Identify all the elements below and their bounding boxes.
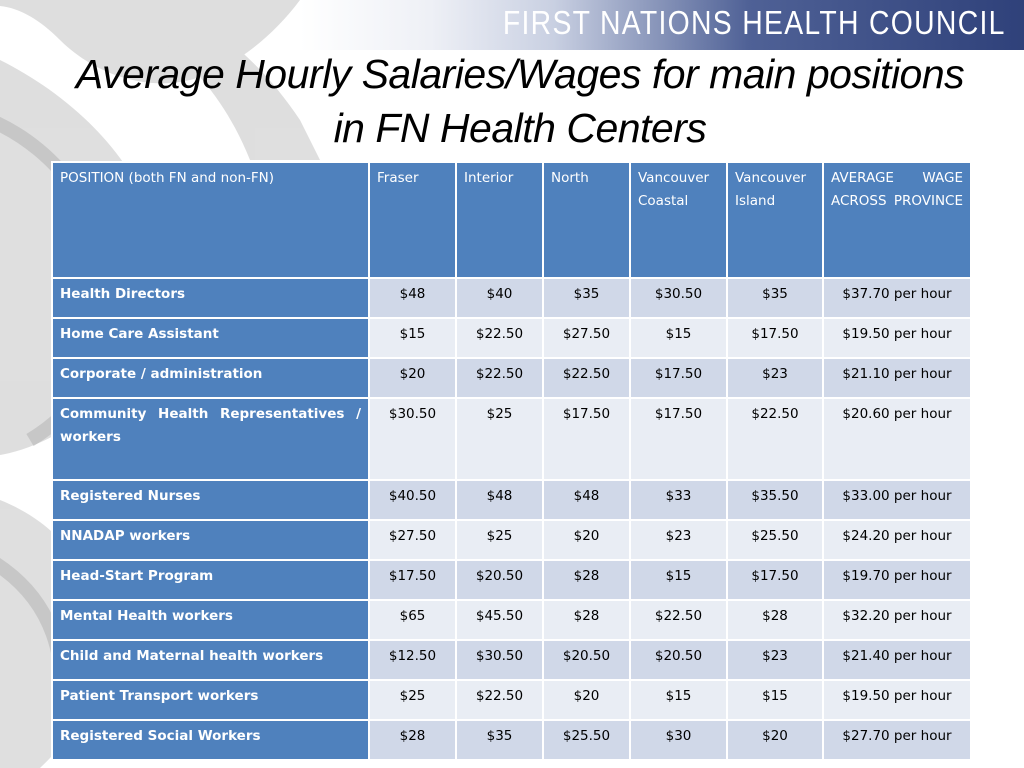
value-cell: $25 (457, 521, 542, 559)
column-header-average-wage: AVERAGE WAGE ACROSS PROVINCE (824, 163, 970, 277)
value-cell: $28 (728, 601, 822, 639)
average-cell: $33.00 per hour (824, 481, 970, 519)
position-cell: Registered Social Workers (53, 721, 368, 759)
value-cell: $15 (631, 561, 726, 599)
value-cell: $20 (544, 681, 629, 719)
table-row (53, 721, 970, 759)
table-row (53, 399, 970, 479)
value-cell: $22.50 (728, 399, 822, 479)
value-cell: $40 (457, 279, 542, 317)
value-cell: $15 (728, 681, 822, 719)
table-row (53, 279, 970, 317)
position-cell: Health Directors (53, 279, 368, 317)
table-row (53, 319, 970, 357)
column-header-vancouver-coastal: Vancouver Coastal (631, 163, 726, 277)
average-cell: $27.70 per hour (824, 721, 970, 759)
value-cell: $25.50 (544, 721, 629, 759)
value-cell: $15 (631, 319, 726, 357)
table-row (53, 641, 970, 679)
average-cell: $37.70 per hour (824, 279, 970, 317)
value-cell: $12.50 (370, 641, 455, 679)
value-cell: $23 (728, 359, 822, 397)
value-cell: $20.50 (631, 641, 726, 679)
value-cell: $30.50 (370, 399, 455, 479)
position-cell: Patient Transport workers (53, 681, 368, 719)
value-cell: $35 (728, 279, 822, 317)
value-cell: $20.50 (457, 561, 542, 599)
position-cell: Home Care Assistant (53, 319, 368, 357)
value-cell: $22.50 (457, 319, 542, 357)
value-cell: $15 (631, 681, 726, 719)
value-cell: $17.50 (728, 561, 822, 599)
value-cell: $35.50 (728, 481, 822, 519)
average-cell: $19.50 per hour (824, 319, 970, 357)
average-cell: $32.20 per hour (824, 601, 970, 639)
column-header-north: North (544, 163, 629, 277)
average-cell: $24.20 per hour (824, 521, 970, 559)
position-cell: NNADAP workers (53, 521, 368, 559)
position-cell: Corporate / administration (53, 359, 368, 397)
value-cell: $25 (370, 681, 455, 719)
value-cell: $28 (544, 561, 629, 599)
average-cell: $21.40 per hour (824, 641, 970, 679)
table-row (53, 521, 970, 559)
column-header-interior: Interior (457, 163, 542, 277)
value-cell: $15 (370, 319, 455, 357)
value-cell: $27.50 (370, 521, 455, 559)
average-cell: $20.60 per hour (824, 399, 970, 479)
table-header-row (53, 163, 970, 277)
table-row (53, 359, 970, 397)
table-row (53, 681, 970, 719)
value-cell: $20 (544, 521, 629, 559)
value-cell: $23 (631, 521, 726, 559)
value-cell: $28 (370, 721, 455, 759)
table-row (53, 601, 970, 639)
average-cell: $19.50 per hour (824, 681, 970, 719)
value-cell: $20 (728, 721, 822, 759)
slide-title: Average Hourly Salaries/Wages for main positions in FN Health Centers (75, 51, 965, 151)
column-header-position: POSITION (both FN and non-FN) (53, 163, 368, 277)
value-cell: $30.50 (457, 641, 542, 679)
value-cell: $17.50 (728, 319, 822, 357)
value-cell: $22.50 (544, 359, 629, 397)
column-header-vancouver-island: Vancouver Island (728, 163, 822, 277)
value-cell: $45.50 (457, 601, 542, 639)
org-name: FIRST NATIONS HEALTH COUNCIL (503, 4, 1006, 41)
table-row (53, 561, 970, 599)
value-cell: $27.50 (544, 319, 629, 357)
value-cell: $17.50 (370, 561, 455, 599)
position-cell: Registered Nurses (53, 481, 368, 519)
position-cell: Community Health Representatives / workers (53, 399, 368, 479)
value-cell: $65 (370, 601, 455, 639)
value-cell: $35 (544, 279, 629, 317)
value-cell: $22.50 (631, 601, 726, 639)
value-cell: $20 (370, 359, 455, 397)
value-cell: $23 (728, 641, 822, 679)
value-cell: $48 (370, 279, 455, 317)
value-cell: $17.50 (631, 359, 726, 397)
value-cell: $25.50 (728, 521, 822, 559)
value-cell: $17.50 (631, 399, 726, 479)
position-cell: Child and Maternal health workers (53, 641, 368, 679)
column-header-fraser: Fraser (370, 163, 455, 277)
value-cell: $20.50 (544, 641, 629, 679)
value-cell: $35 (457, 721, 542, 759)
value-cell: $33 (631, 481, 726, 519)
value-cell: $30.50 (631, 279, 726, 317)
header-banner (300, 0, 1024, 50)
table-row (53, 481, 970, 519)
wages-table (51, 161, 972, 761)
value-cell: $17.50 (544, 399, 629, 479)
value-cell: $48 (457, 481, 542, 519)
value-cell: $22.50 (457, 359, 542, 397)
position-cell: Mental Health workers (53, 601, 368, 639)
average-cell: $19.70 per hour (824, 561, 970, 599)
value-cell: $22.50 (457, 681, 542, 719)
value-cell: $40.50 (370, 481, 455, 519)
average-cell: $21.10 per hour (824, 359, 970, 397)
value-cell: $48 (544, 481, 629, 519)
value-cell: $28 (544, 601, 629, 639)
value-cell: $30 (631, 721, 726, 759)
position-cell: Head-Start Program (53, 561, 368, 599)
value-cell: $25 (457, 399, 542, 479)
